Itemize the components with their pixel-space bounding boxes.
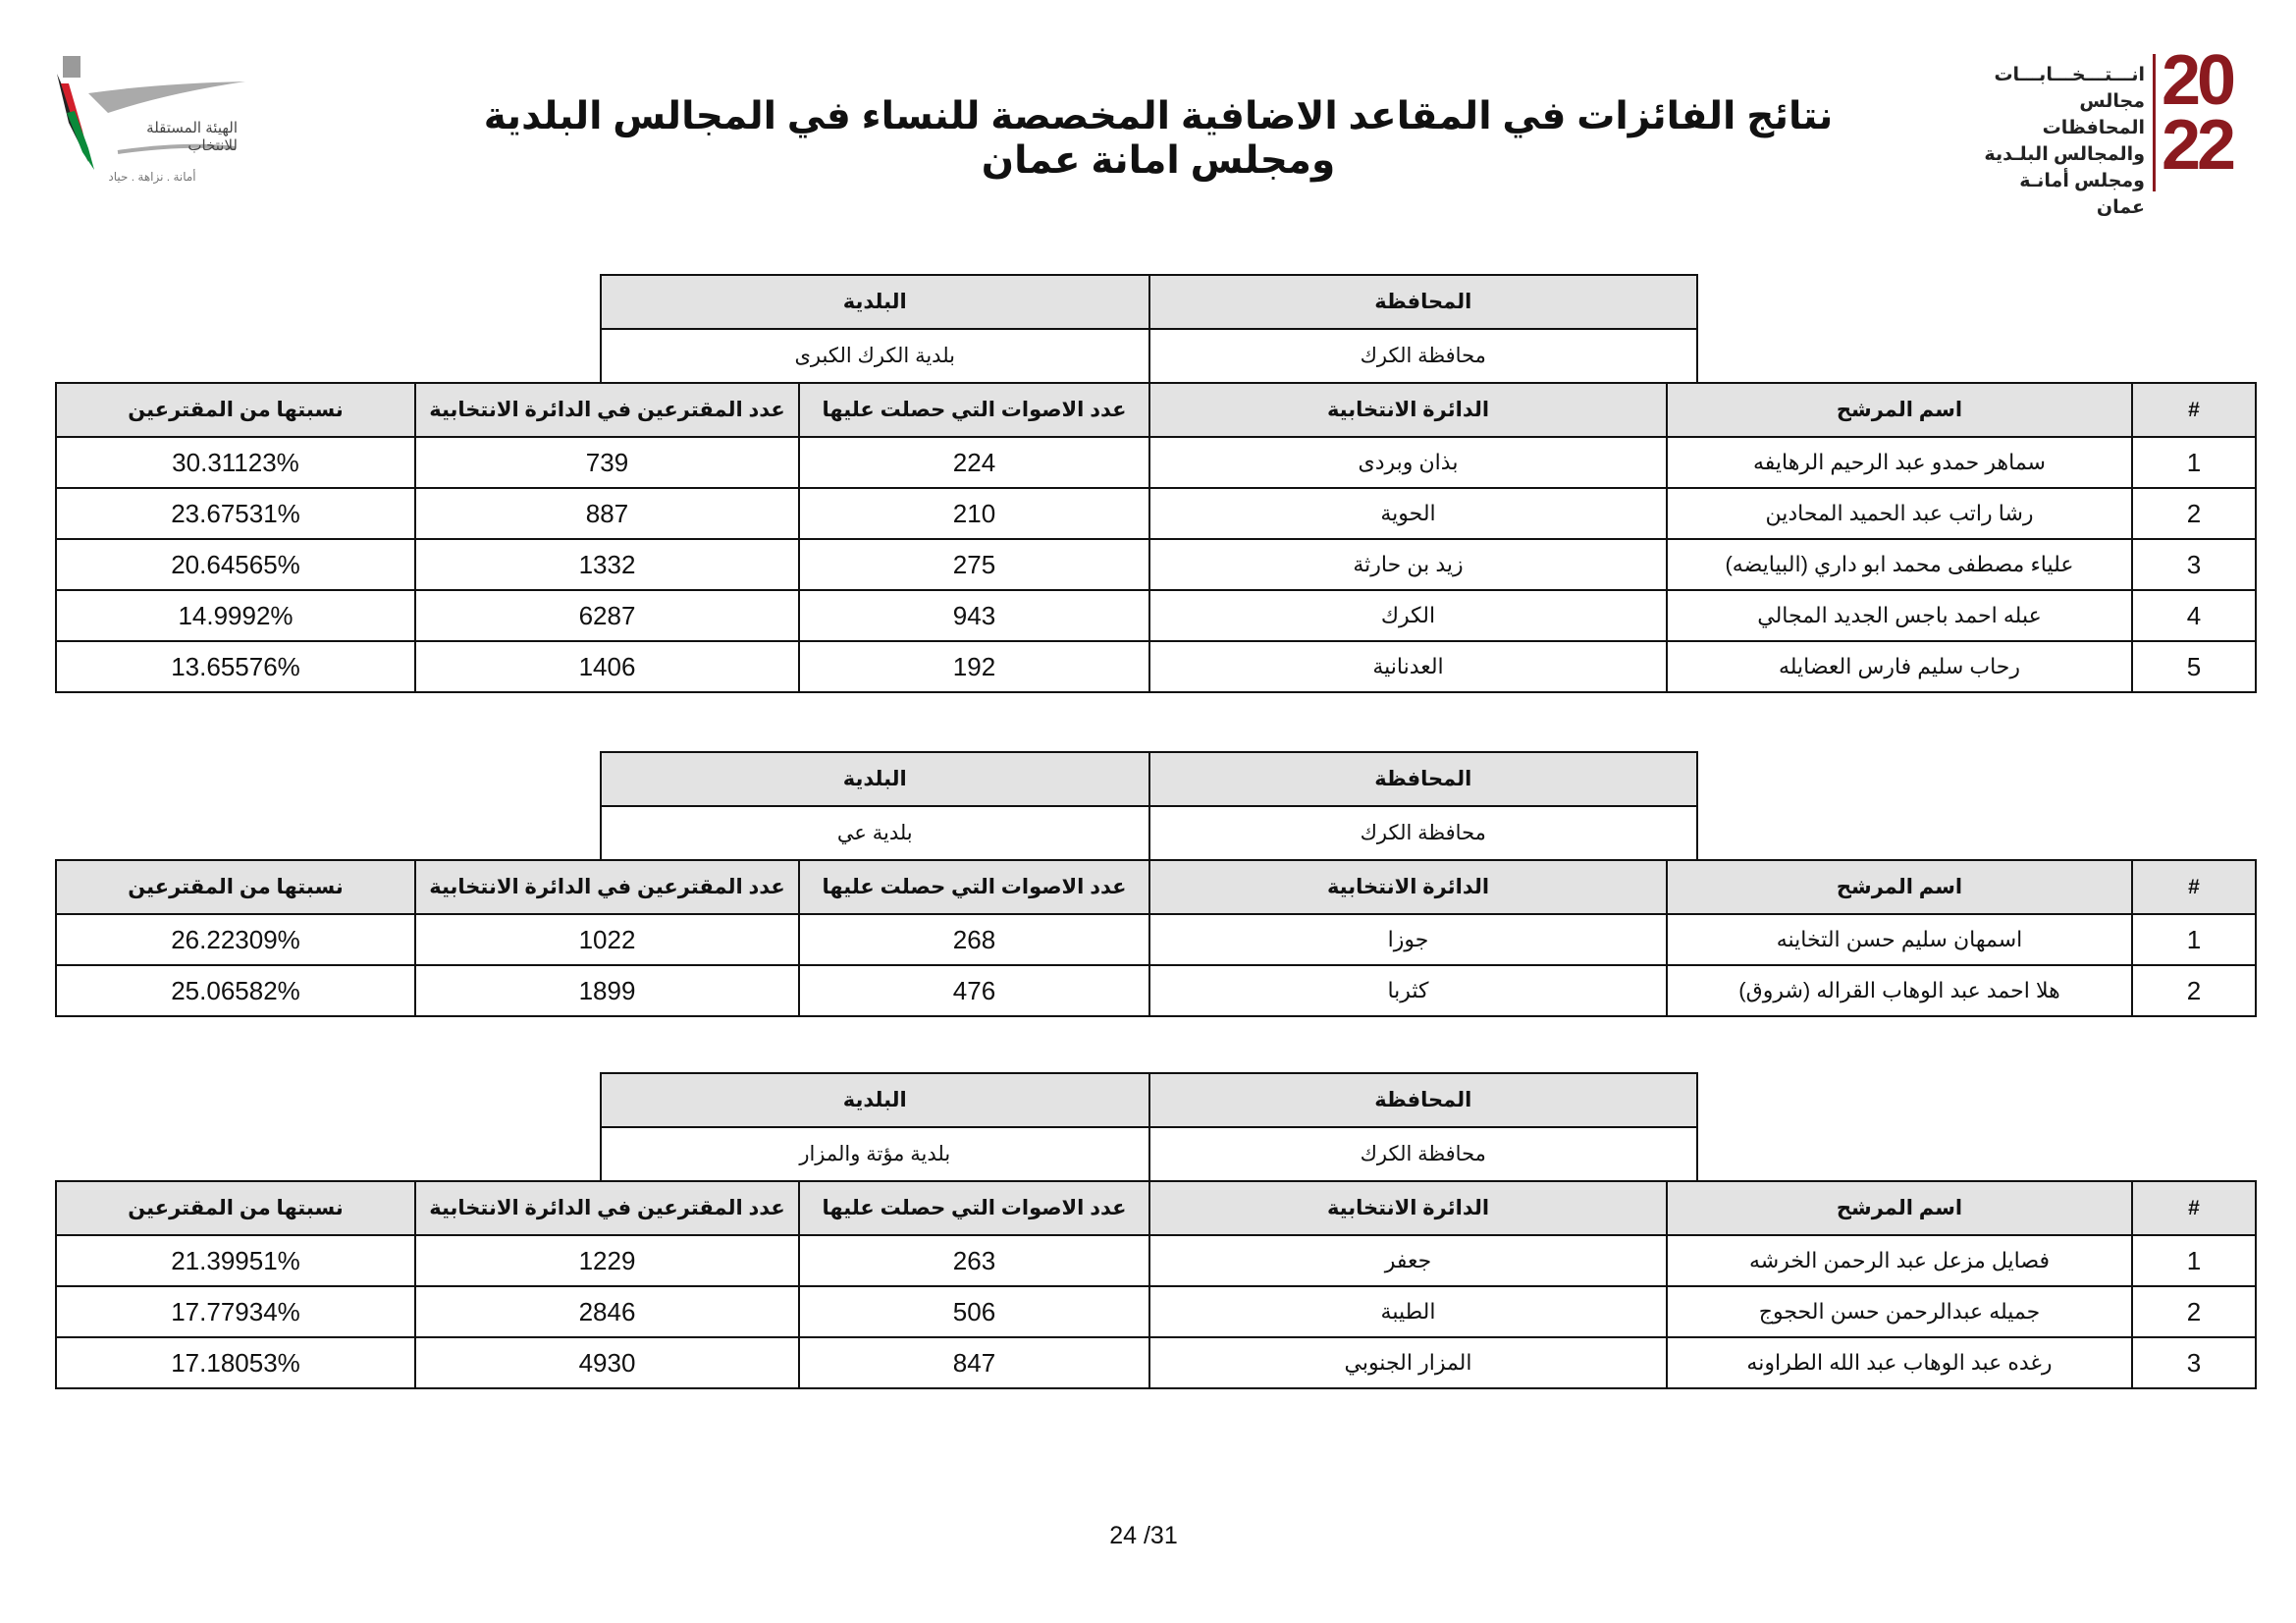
table-row — [56, 914, 2256, 965]
table-cell: 3 — [2132, 1337, 2256, 1388]
column-header: # — [2132, 1181, 2256, 1235]
column-header: اسم المرشح — [1667, 1181, 2132, 1235]
governorate-header: المحافظة — [1149, 1073, 1698, 1127]
table-cell: رحاب سليم فارس العضايله — [1667, 641, 2132, 692]
table-cell: 2 — [2132, 965, 2256, 1016]
table-cell: 6287 — [415, 590, 799, 641]
logo-line: والمجالس البلـدية — [1984, 144, 2145, 165]
table-header-row — [56, 1181, 2256, 1235]
column-header: عدد المقترعين في الدائرة الانتخابية — [415, 1181, 799, 1235]
table-cell: 30.31123% — [56, 437, 415, 488]
table-cell: هلا احمد عبد الوهاب القراله (شروق) — [1667, 965, 2132, 1016]
table-cell: 26.22309% — [56, 914, 415, 965]
table-cell: 14.9992% — [56, 590, 415, 641]
logo-divider — [2153, 54, 2156, 191]
table-cell: كثربا — [1149, 965, 1667, 1016]
governorate-header: المحافظة — [1149, 275, 1698, 329]
iec-logo-tagline: أمانة . نزاهة . حياد — [108, 170, 196, 184]
table-cell: 13.65576% — [56, 641, 415, 692]
table-cell: 1229 — [415, 1235, 799, 1286]
table-cell: 5 — [2132, 641, 2256, 692]
table-row — [56, 590, 2256, 641]
column-header: نسبتها من المقترعين — [56, 383, 415, 437]
table-cell: فصايل مزعل عبد الرحمن الخرشه — [1667, 1235, 2132, 1286]
governorate-value: محافظة الكرك — [1149, 329, 1698, 383]
table-cell: 20.64565% — [56, 539, 415, 590]
column-header: عدد الاصوات التي حصلت عليها — [799, 383, 1149, 437]
table-cell: 1022 — [415, 914, 799, 965]
municipality-value: بلدية عي — [601, 806, 1149, 860]
table-cell: 25.06582% — [56, 965, 415, 1016]
municipality-header: البلدية — [601, 1073, 1149, 1127]
table-cell: 1899 — [415, 965, 799, 1016]
table-header-row — [56, 383, 2256, 437]
logo-line: ومجلس أمانـة عمان — [2019, 171, 2145, 218]
table-cell: 17.77934% — [56, 1286, 415, 1337]
location-box — [600, 1072, 1698, 1182]
table-cell: 1 — [2132, 437, 2256, 488]
governorate-value: محافظة الكرك — [1149, 1127, 1698, 1181]
table-cell: رغده عبد الوهاب عبد الله الطراونه — [1667, 1337, 2132, 1388]
column-header: # — [2132, 383, 2256, 437]
logo-year: 20 22 — [2162, 41, 2233, 185]
table-cell: عبله احمد باجس الجديد المجالي — [1667, 590, 2132, 641]
table-row — [56, 488, 2256, 539]
logo-line: مجالس المحافظات — [2042, 91, 2145, 138]
table-cell: 1 — [2132, 1235, 2256, 1286]
column-header: نسبتها من المقترعين — [56, 1181, 415, 1235]
table-cell: الطيبة — [1149, 1286, 1667, 1337]
table-cell: العدنانية — [1149, 641, 1667, 692]
municipality-value: بلدية مؤتة والمزار — [601, 1127, 1149, 1181]
column-header: الدائرة الانتخابية — [1149, 860, 1667, 914]
location-box — [600, 751, 1698, 861]
governorate-header: المحافظة — [1149, 752, 1698, 806]
table-cell: جميله عبدالرحمن حسن الحجوج — [1667, 1286, 2132, 1337]
table-cell: 263 — [799, 1235, 1149, 1286]
table-cell: 2846 — [415, 1286, 799, 1337]
table-cell: 506 — [799, 1286, 1149, 1337]
column-header: عدد المقترعين في الدائرة الانتخابية — [415, 860, 799, 914]
results-table — [55, 1180, 2257, 1389]
column-header: نسبتها من المقترعين — [56, 860, 415, 914]
column-header: الدائرة الانتخابية — [1149, 383, 1667, 437]
table-cell: 4 — [2132, 590, 2256, 641]
table-cell: اسمهان سليم حسن التخاينه — [1667, 914, 2132, 965]
table-cell: جعفر — [1149, 1235, 1667, 1286]
table-cell: 1406 — [415, 641, 799, 692]
table-cell: 943 — [799, 590, 1149, 641]
iec-logo — [49, 54, 245, 191]
location-box — [600, 274, 1698, 384]
column-header: # — [2132, 860, 2256, 914]
table-cell: 192 — [799, 641, 1149, 692]
table-cell: 21.39951% — [56, 1235, 415, 1286]
table-header-row — [56, 860, 2256, 914]
table-cell: 2 — [2132, 1286, 2256, 1337]
logo-line: انـــتـــخـــابـــات — [1994, 65, 2145, 85]
table-cell: جوزا — [1149, 914, 1667, 965]
table-cell: 847 — [799, 1337, 1149, 1388]
table-cell: 268 — [799, 914, 1149, 965]
municipality-value: بلدية الكرك الكبرى — [601, 329, 1149, 383]
table-row — [56, 1235, 2256, 1286]
table-row — [56, 539, 2256, 590]
column-header: الدائرة الانتخابية — [1149, 1181, 1667, 1235]
municipality-header: البلدية — [601, 752, 1149, 806]
table-cell: 4930 — [415, 1337, 799, 1388]
governorate-value: محافظة الكرك — [1149, 806, 1698, 860]
municipality-header: البلدية — [601, 275, 1149, 329]
page-title: نتائج الفائزات في المقاعد الاضافية المخصصة للنساء في المجالس البلدية ومجلس امانة عمان — [483, 95, 1834, 182]
table-cell: 2 — [2132, 488, 2256, 539]
column-header: عدد الاصوات التي حصلت عليها — [799, 860, 1149, 914]
elections-2022-logo — [1973, 41, 2258, 218]
table-cell: 739 — [415, 437, 799, 488]
table-cell: 275 — [799, 539, 1149, 590]
table-cell: 210 — [799, 488, 1149, 539]
column-header: عدد الاصوات التي حصلت عليها — [799, 1181, 1149, 1235]
table-cell: علياء مصطفى محمد ابو داري (البيايضه) — [1667, 539, 2132, 590]
iec-logo-name: الهيئة المستقلة للانتخاب — [146, 120, 238, 154]
table-cell: زيد بن حارثة — [1149, 539, 1667, 590]
column-header: عدد المقترعين في الدائرة الانتخابية — [415, 383, 799, 437]
page-number: 24 /31 — [1109, 1522, 1178, 1549]
table-cell: بذان وبردى — [1149, 437, 1667, 488]
table-cell: 476 — [799, 965, 1149, 1016]
table-row — [56, 965, 2256, 1016]
table-row — [56, 437, 2256, 488]
table-cell: الحوية — [1149, 488, 1667, 539]
column-header: اسم المرشح — [1667, 383, 2132, 437]
table-cell: سماهر حمدو عبد الرحيم الرهايفه — [1667, 437, 2132, 488]
table-cell: 3 — [2132, 539, 2256, 590]
table-row — [56, 1286, 2256, 1337]
table-row — [56, 641, 2256, 692]
table-cell: 1332 — [415, 539, 799, 590]
table-cell: 887 — [415, 488, 799, 539]
table-cell: رشا راتب عبد الحميد المحادين — [1667, 488, 2132, 539]
table-cell: 17.18053% — [56, 1337, 415, 1388]
table-row — [56, 1337, 2256, 1388]
results-table — [55, 382, 2257, 693]
table-cell: الكرك — [1149, 590, 1667, 641]
table-cell: 224 — [799, 437, 1149, 488]
table-cell: المزار الجنوبي — [1149, 1337, 1667, 1388]
table-cell: 23.67531% — [56, 488, 415, 539]
results-table — [55, 859, 2257, 1017]
column-header: اسم المرشح — [1667, 860, 2132, 914]
table-cell: 1 — [2132, 914, 2256, 965]
